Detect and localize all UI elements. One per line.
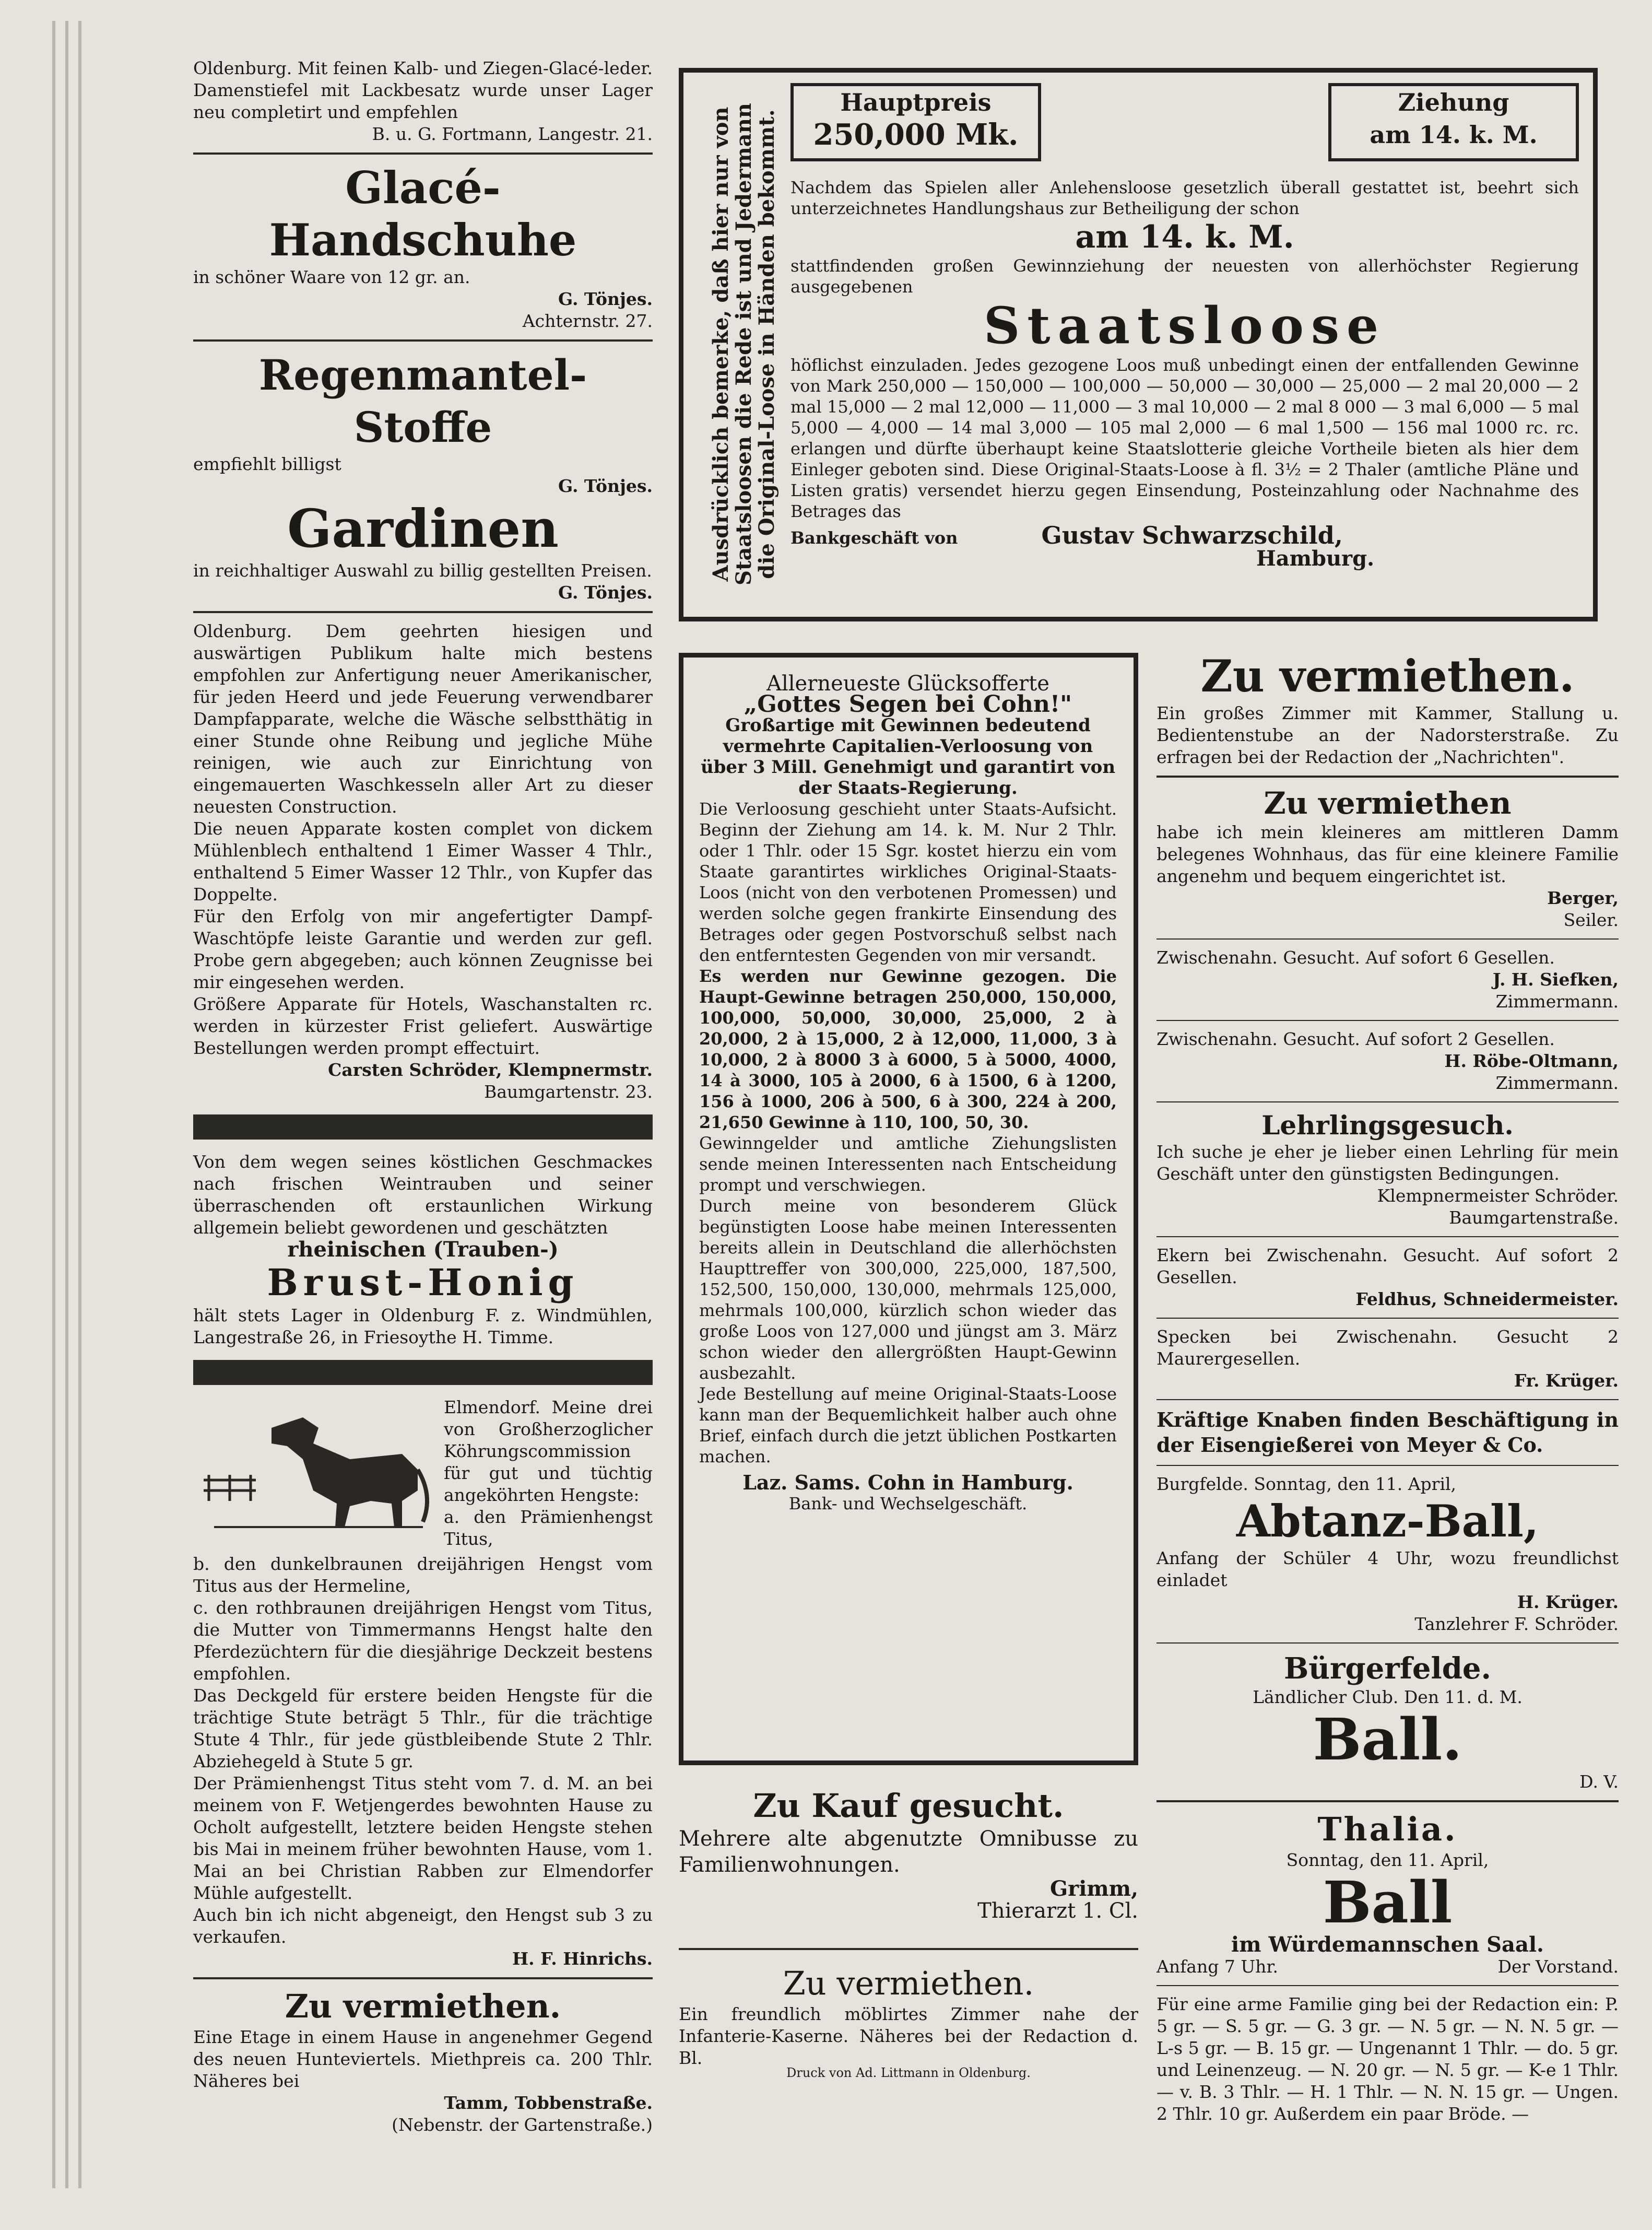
ad-subtitle: Zimmermann.: [1495, 991, 1619, 1012]
ad-text: Burgfelde. Sonntag, den 11. April,: [1157, 1474, 1457, 1494]
ad-address: (Nebenstr. der Gartenstraße.): [392, 2115, 653, 2135]
ad-lehrling: [1157, 1110, 1619, 1229]
ad-signature: H. Röbe-Oltmann,: [1444, 1051, 1619, 1071]
ad-title: Lehrlingsgesuch.: [1261, 1110, 1514, 1141]
hauptpreis-value: 250,000 Mk.: [813, 118, 1019, 152]
ad-text: Die neuen Apparate kosten complet von dickem Mühlenblech enthaltend 1 Eimer Wasser 4 Thlr., enthaltend 5 Eimer Wasser 12 Thlr., von Kupfer das Doppelte.: [193, 818, 653, 905]
ad-title: Thalia.: [1317, 1810, 1458, 1848]
ad-text: c. den rothbraunen dreijährigen Hengst vom Titus, die Mutter von Timmermanns Hengst halte den Pferdezüchtern für die diesjährige Deckzeit bestens empfohlen.: [193, 1598, 653, 1684]
ad-text: Oldenburg. Mit feinen Kalb- und Ziegen-Glacé-leder. Damenstiefel mit Lackbesatz wurde unser Lager neu completirt und empfehlen: [193, 58, 653, 122]
divider: [193, 611, 653, 613]
ad-title: Zu Kauf gesucht.: [753, 1787, 1064, 1825]
ad-text: Nachdem das Spielen aller Anlehensloose gesetzlich überall gestattet ist, beehrt sich unterzeichnetes Handlungshaus zur Betheiligung der schon: [790, 178, 1579, 218]
ad-text: Der Prämienhengst Titus steht vom 7. d. M. an bei meinem von F. Wetjengerdes bewohnten Hause zu Ocholt aufgestellt, letztere beiden Hengste stehen bis Mai in meinem früher bewohnten Hause, vom 1. Mai an bei Christian Rabben zur Elmendorfer Mühle aufgestellt.: [193, 1773, 653, 1903]
ad-ball-title: Ball.: [1313, 1706, 1462, 1773]
ad-text: Das Deckgeld für erstere beiden Hengste für die trächtige Stute beträgt 5 Thlr., für die trächtige Stute 4 Thlr., für jede güstbleibende Stute 2 Thlr. Abziehegeld à Stute 5 gr.: [193, 1685, 653, 1771]
ad-text: Eine Etage in einem Hause in angenehmer Gegend des neuen Hunteviertels. Miethpreis ca. 200 Thlr. Näheres bei: [193, 2027, 653, 2091]
divider: [1157, 938, 1619, 940]
page-edge: [52, 21, 55, 2188]
ad-subtitle: Zimmermann.: [1495, 1073, 1619, 1093]
ad-address: Achternstr. 27.: [522, 311, 653, 331]
ziehung-date: am 14. k. M.: [1370, 121, 1538, 149]
ad-signature: H. Krüger.: [1517, 1592, 1619, 1612]
ad-ekern: [1157, 1245, 1619, 1310]
ad-signature: D. V.: [1579, 1771, 1619, 1792]
black-bar: [193, 1360, 653, 1385]
divider: [1157, 1642, 1619, 1644]
ad-signature: Berger,: [1547, 888, 1619, 908]
page-edge: [78, 21, 81, 2188]
ad-text: b. den dunkelbraunen dreijährigen Hengst vom Titus aus der Hermeline,: [193, 1554, 653, 1596]
ad-abtanz-ball: [1157, 1473, 1619, 1635]
ad-title: Regenmantel-Stoffe: [258, 350, 587, 452]
ad-signature: Der Vorstand.: [1497, 1956, 1619, 1977]
ad-zu-kauf: [679, 1786, 1138, 1922]
ad-signature: Gustav Schwarzschild,: [1041, 521, 1343, 549]
ad-title: Brust-Honig: [267, 1261, 579, 1304]
ziehung-box: [1328, 83, 1579, 161]
ad-text: höflichst einzuladen. Jedes gezogene Loos muß unbedingt einen der entfallenden Gewinne von Mark 250,000 — 150,000 — 100,000 — 50,000 — 30,000 — 25,000 — 2 mal 20,000 — 2 mal 15,000 — 2 mal 12,000 — 11,000 — 3 mal 10,000 — 2 mal 8 000 — 3 mal 6,000 — 5 mal 5,000 — 4,000 — 14 mal 3,000 — 105 mal 2,000 — 6 mal 1,500 — 156 mal 1000 rc. rc. erlangen und dürfte überhaupt keine Staatslotterie gleiche Vortheile bieten als hier dem Einleger geboten sind. Diese Original-Staats-Loose à fl. 3½ = 2 Thaler (amtliche Pläne und Listen gratis) versendet hierzu gegen Einsendung, Posteinzahlung oder Nachnahme des Betrages das: [790, 355, 1579, 521]
ad-text: in schöner Waare von 12 gr. an.: [193, 267, 470, 287]
ad-text: Durch meine von besonderem Glück begünstigten Loose habe meinen Interessenten bereits allein in Deutschland die allerhöchsten Haupttreffer von 300,000, 225,000, 187,500, 152,500, 150,000, 130,000, mehrmals 125,000, mehrmals 100,000, kürzlich schon wieder das große Loos von 127,000 und jüngst am 3. März schon wieder den allergrößten Haupt-Gewinn ausbezahlt.: [699, 1196, 1117, 1383]
ad-signature: Feldhus, Schneidermeister.: [1355, 1289, 1619, 1309]
ad-location: im Würdemannschen Saal.: [1231, 1932, 1544, 1957]
ad-text: Ekern bei Zwischenahn. Gesucht. Auf sofort 2 Gesellen.: [1157, 1245, 1619, 1287]
ad-vermiethen-3: [1157, 650, 1619, 768]
ad-ball-title: Ball: [1323, 1869, 1453, 1936]
ad-signature: G. Tönjes.: [558, 476, 653, 496]
ad-staatsloose: [679, 68, 1598, 621]
ad-heading: Allerneueste Glücksofferte: [766, 672, 1049, 696]
divider: [1157, 1101, 1619, 1102]
ad-brust-honig: [193, 1151, 653, 1348]
black-bar: [193, 1114, 653, 1140]
ad-text: Auch bin ich nicht abgeneigt, den Hengst sub 3 zu verkaufen.: [193, 1905, 653, 1947]
ad-title: Glacé-Handschuhe: [269, 162, 577, 266]
divider: [1157, 1318, 1619, 1319]
ad-cohn: [679, 653, 1138, 1765]
ad-glace: [193, 162, 653, 332]
ad-title: Zu vermiethen.: [783, 1964, 1034, 2002]
ad-buergerfelde: [1157, 1651, 1619, 1793]
divider: [679, 1948, 1138, 1950]
ad-text: Ein großes Zimmer mit Kammer, Stallung u. Bedientenstube an der Nadorsterstraße. Zu erfragen bei der Redaction der „Nachrichten".: [1157, 703, 1619, 767]
ad-thalia: [1157, 1810, 1619, 1978]
divider: [1157, 1020, 1619, 1021]
ad-text: in reichhaltiger Auswahl zu billig gestellten Preisen.: [193, 560, 652, 581]
ad-vermiethen-1: [193, 1987, 653, 2136]
ad-subtitle: Großartige mit Gewinnen bedeutend vermehrte Capitalien-Verloosung von über 3 Mill. Genehmigt und garantirt von der Staats-Regierung.: [700, 715, 1116, 799]
ad-text: Ländlicher Club. Den 11. d. M.: [1253, 1687, 1523, 1707]
page-edge: [65, 21, 68, 2188]
ad-text: hält stets Lager in Oldenburg F. z. Windmühlen, Langestraße 26, in Friesoythe H. Timme.: [193, 1305, 653, 1347]
ad-text: Anfang der Schüler 4 Uhr, wozu freundlichst einladet: [1157, 1548, 1619, 1590]
ad-carsten-schroeder: [193, 620, 653, 1103]
divider: [193, 152, 653, 155]
ad-siefken: [1157, 947, 1619, 1013]
ad-signature: Laz. Sams. Cohn in Hamburg.: [742, 1471, 1073, 1494]
ad-signature: Tamm, Tobbenstraße.: [444, 2093, 653, 2113]
divider: [1157, 776, 1619, 778]
hauptpreis-box: [790, 83, 1041, 161]
ad-signature: Fr. Krüger.: [1514, 1370, 1619, 1391]
ad-text: Zwischenahn. Gesucht. Auf sofort 2 Gesellen.: [1157, 1029, 1555, 1049]
ad-address: Thierarzt 1. Cl.: [977, 1899, 1138, 1923]
divider: [1157, 1465, 1619, 1466]
ad-text: Von dem wegen seines köstlichen Geschmackes nach frischen Weintrauben und seiner überraschenden oft erstaunlichen Wirkung allgemein beliebt gewordenen und geschätzten: [193, 1152, 653, 1238]
ad-vermiethen-4: [1157, 785, 1619, 931]
ad-title: Zu vermiethen.: [285, 1987, 561, 2025]
ad-regenmantel: [193, 349, 653, 497]
ad-text: a. den Prämienhengst Titus,: [444, 1507, 653, 1549]
vertical-notice-text: Ausdrücklich bemerke, daß hier nur von Staatsloosen die Rede ist und Jedermann die Original-Loose in Händen bekommt.: [709, 103, 779, 585]
ziehung-label: Ziehung: [1398, 88, 1509, 116]
ad-time: Anfang 7 Uhr.: [1157, 1956, 1279, 1977]
cohn-body: [699, 673, 1117, 1514]
column-left: [193, 57, 653, 2136]
ad-date: am 14. k. M.: [1075, 219, 1294, 255]
ad-vermiethen-2: [679, 1964, 1138, 2069]
printer-imprint: Druck von Ad. Littmann in Oldenburg.: [786, 2065, 1031, 2080]
ad-label: Bankgeschäft von: [790, 528, 958, 548]
ad-text: Größere Apparate für Hotels, Waschanstalten rc. werden in kürzester Frist geliefert. Auswärtige Bestellungen werden prompt effectuirt.: [193, 994, 653, 1058]
ad-subtitle: Tanzlehrer F. Schröder.: [1414, 1614, 1619, 1634]
divider: [1157, 1800, 1619, 1802]
ad-text: empfiehlt billigst: [193, 454, 341, 474]
ad-title: Abtanz-Ball,: [1236, 1495, 1539, 1547]
ad-address: Baumgartenstr. 23.: [484, 1082, 653, 1102]
ad-subtitle: Seiler.: [1563, 910, 1619, 930]
lotto-body: [790, 177, 1579, 569]
horse-illustration: [193, 1396, 439, 1553]
ad-title: Zu vermiethen.: [1200, 650, 1575, 702]
ad-text: Ich suche je eher je lieber einen Lehrling für mein Geschäft unter den günstigsten Bedingungen.: [1157, 1142, 1619, 1184]
column-right: [1157, 650, 1619, 2125]
ad-signature: Carsten Schröder, Klempnermstr.: [328, 1060, 653, 1080]
divider: [193, 339, 653, 342]
ad-text: Specken bei Zwischenahn. Gesucht 2 Maurergesellen.: [1157, 1327, 1619, 1369]
ad-title: Gardinen: [287, 498, 559, 559]
ad-meyer: Kräftige Knaben finden Beschäftigung in der Eisengießerei von Meyer & Co.: [1157, 1408, 1619, 1457]
hauptpreis-label: Hauptpreis: [840, 88, 992, 116]
ad-fortmann: [193, 57, 653, 145]
ad-spende: Für eine arme Familie ging bei der Redaction ein: P. 5 gr. — S. 5 gr. — G. 3 gr. — N. 5 gr. — N. N. 5 gr. — L-s 5 gr. — B. 15 gr. — Ungenannt 1 Thlr. — do. 5 gr. und Leinenzeug. — N. 20 gr. — N. 5 gr. — K-e 1 Thlr. — v. B. 3 Thlr. — H. 1 Thlr. — N. N. 15 gr. — Ungen. 2 Thlr. 10 gr. Außerdem ein paar Bröde. —: [1157, 1994, 1619, 2124]
ad-signature: B. u. G. Fortmann, Langestr. 21.: [372, 124, 653, 144]
divider: [193, 1977, 653, 1979]
ad-signature: H. F. Hinrichs.: [512, 1949, 653, 1969]
ad-text: Es werden nur Gewinne gezogen. Die Haupt-Gewinne betragen 250,000, 150,000, 100,000, 50,000, 30,000, 25,000, 2 à 20,000, 2 à 15,000, 2 à 12,000, 11,000, 3 à 10,000, 2 à 8000 3 à 6000, 5 à 5000, 4000, 14 à 3000, 105 à 2000, 6 à 1500, 6 à 1200, 156 à 1000, 206 à 500, 6 à 300, 224 à 200, 21,650 Gewinne à 110, 100, 50, 30.: [699, 966, 1117, 1132]
ad-signature: Grimm,: [1049, 1876, 1138, 1901]
ad-city: Hamburg.: [1256, 546, 1375, 571]
ad-title: Zu vermiethen: [1264, 785, 1512, 821]
divider: [1157, 1399, 1619, 1400]
ad-title: Staatsloose: [983, 296, 1386, 355]
ad-title: „Gottes Segen bei Cohn!": [744, 691, 1072, 718]
ad-text: Jede Bestellung auf meine Original-Staats-Loose kann man der Bequemlichkeit halber auch ohne Brief, einfach durch die jetzt üblichen Postkarten machen.: [699, 1384, 1117, 1466]
ad-text: habe ich mein kleineres am mittleren Damm belegenes Wohnhaus, das für eine kleinere Familie angenehm und bequem eingerichtet ist.: [1157, 822, 1619, 886]
ad-roebe-oltmann: [1157, 1028, 1619, 1094]
vertical-notice: [694, 83, 777, 605]
divider: [1157, 1985, 1619, 1986]
ad-specken: [1157, 1326, 1619, 1392]
ad-title: Bürgerfelde.: [1283, 1651, 1492, 1686]
ad-text: stattfindenden großen Gewinnziehung der neuesten von allerhöchster Regierung ausgegebenen: [790, 256, 1579, 297]
ad-text: Gewinngelder und amtliche Ziehungslisten sende meinen Interessenten nach Entscheidung prompt und verschwiegen.: [699, 1133, 1117, 1195]
ad-subtitle: Baumgartenstraße.: [1449, 1207, 1619, 1228]
ad-text: Sonntag, den 11. April,: [1286, 1850, 1489, 1870]
divider: [1157, 1236, 1619, 1237]
ad-signature: J. H. Siefken,: [1492, 969, 1619, 990]
ad-signature: G. Tönjes.: [558, 582, 653, 603]
ad-subtitle: Bank- und Wechselgeschäft.: [788, 1494, 1028, 1513]
ad-text: Mehrere alte abgenutzte Omnibusse zu Familienwohnungen.: [679, 1827, 1138, 1877]
ad-text: Die Verloosung geschieht unter Staats-Aufsicht. Beginn der Ziehung am 14. k. M. Nur 2 Thlr. oder 1 Thlr. oder 15 Sgr. kostet hierzu ein vom Staate garantirtes wirkliches Original-Staats-Loos (nicht von den verbotenen Promessen) und werden solche gegen frankirte Einsendung des Betrages oder gegen Postvorschuß selbst nach den entferntesten Gegenden von mir versandt.: [699, 799, 1117, 965]
ad-gardinen: [193, 497, 653, 604]
ad-text: Elmendorf. Meine drei von Großherzoglicher Köhrungscommission für gut und tüchtig angeköhrten Hengste:: [444, 1397, 653, 1505]
ad-hengste: [193, 1396, 653, 1970]
ad-signature: G. Tönjes.: [558, 289, 653, 309]
ad-text: Zwischenahn. Gesucht. Auf sofort 6 Gesellen.: [1157, 947, 1555, 968]
ad-text: Für den Erfolg von mir angefertigter Dampf-Waschtöpfe leiste Garantie und werden zur gefl. Probe gern abgegeben; auch können Zeugnisse bei mir eingesehen werden.: [193, 906, 653, 992]
ad-text: Oldenburg. Dem geehrten hiesigen und auswärtigen Publikum halte mich bestens empfohlen zur Anfertigung neuer Amerikanischer, für jeden Heerd und jede Feuerung verwendbarer Dampfapparate, welche die Wäsche selbstthätig in einer Stunde ohne Reibung und jegliche Mühe reinigen, wie auch zur Einrichtung von eingemauerten Waschkesseln aller Art zu dieser neuesten Construction.: [193, 621, 653, 817]
ad-signature: Klempnermeister Schröder.: [1377, 1186, 1619, 1206]
ad-subtitle: rheinischen (Trauben-): [287, 1237, 559, 1262]
ad-text: Ein freundlich möblirtes Zimmer nahe der Infanterie-Kaserne. Näheres bei der Redaction d. Bl.: [679, 2004, 1138, 2068]
